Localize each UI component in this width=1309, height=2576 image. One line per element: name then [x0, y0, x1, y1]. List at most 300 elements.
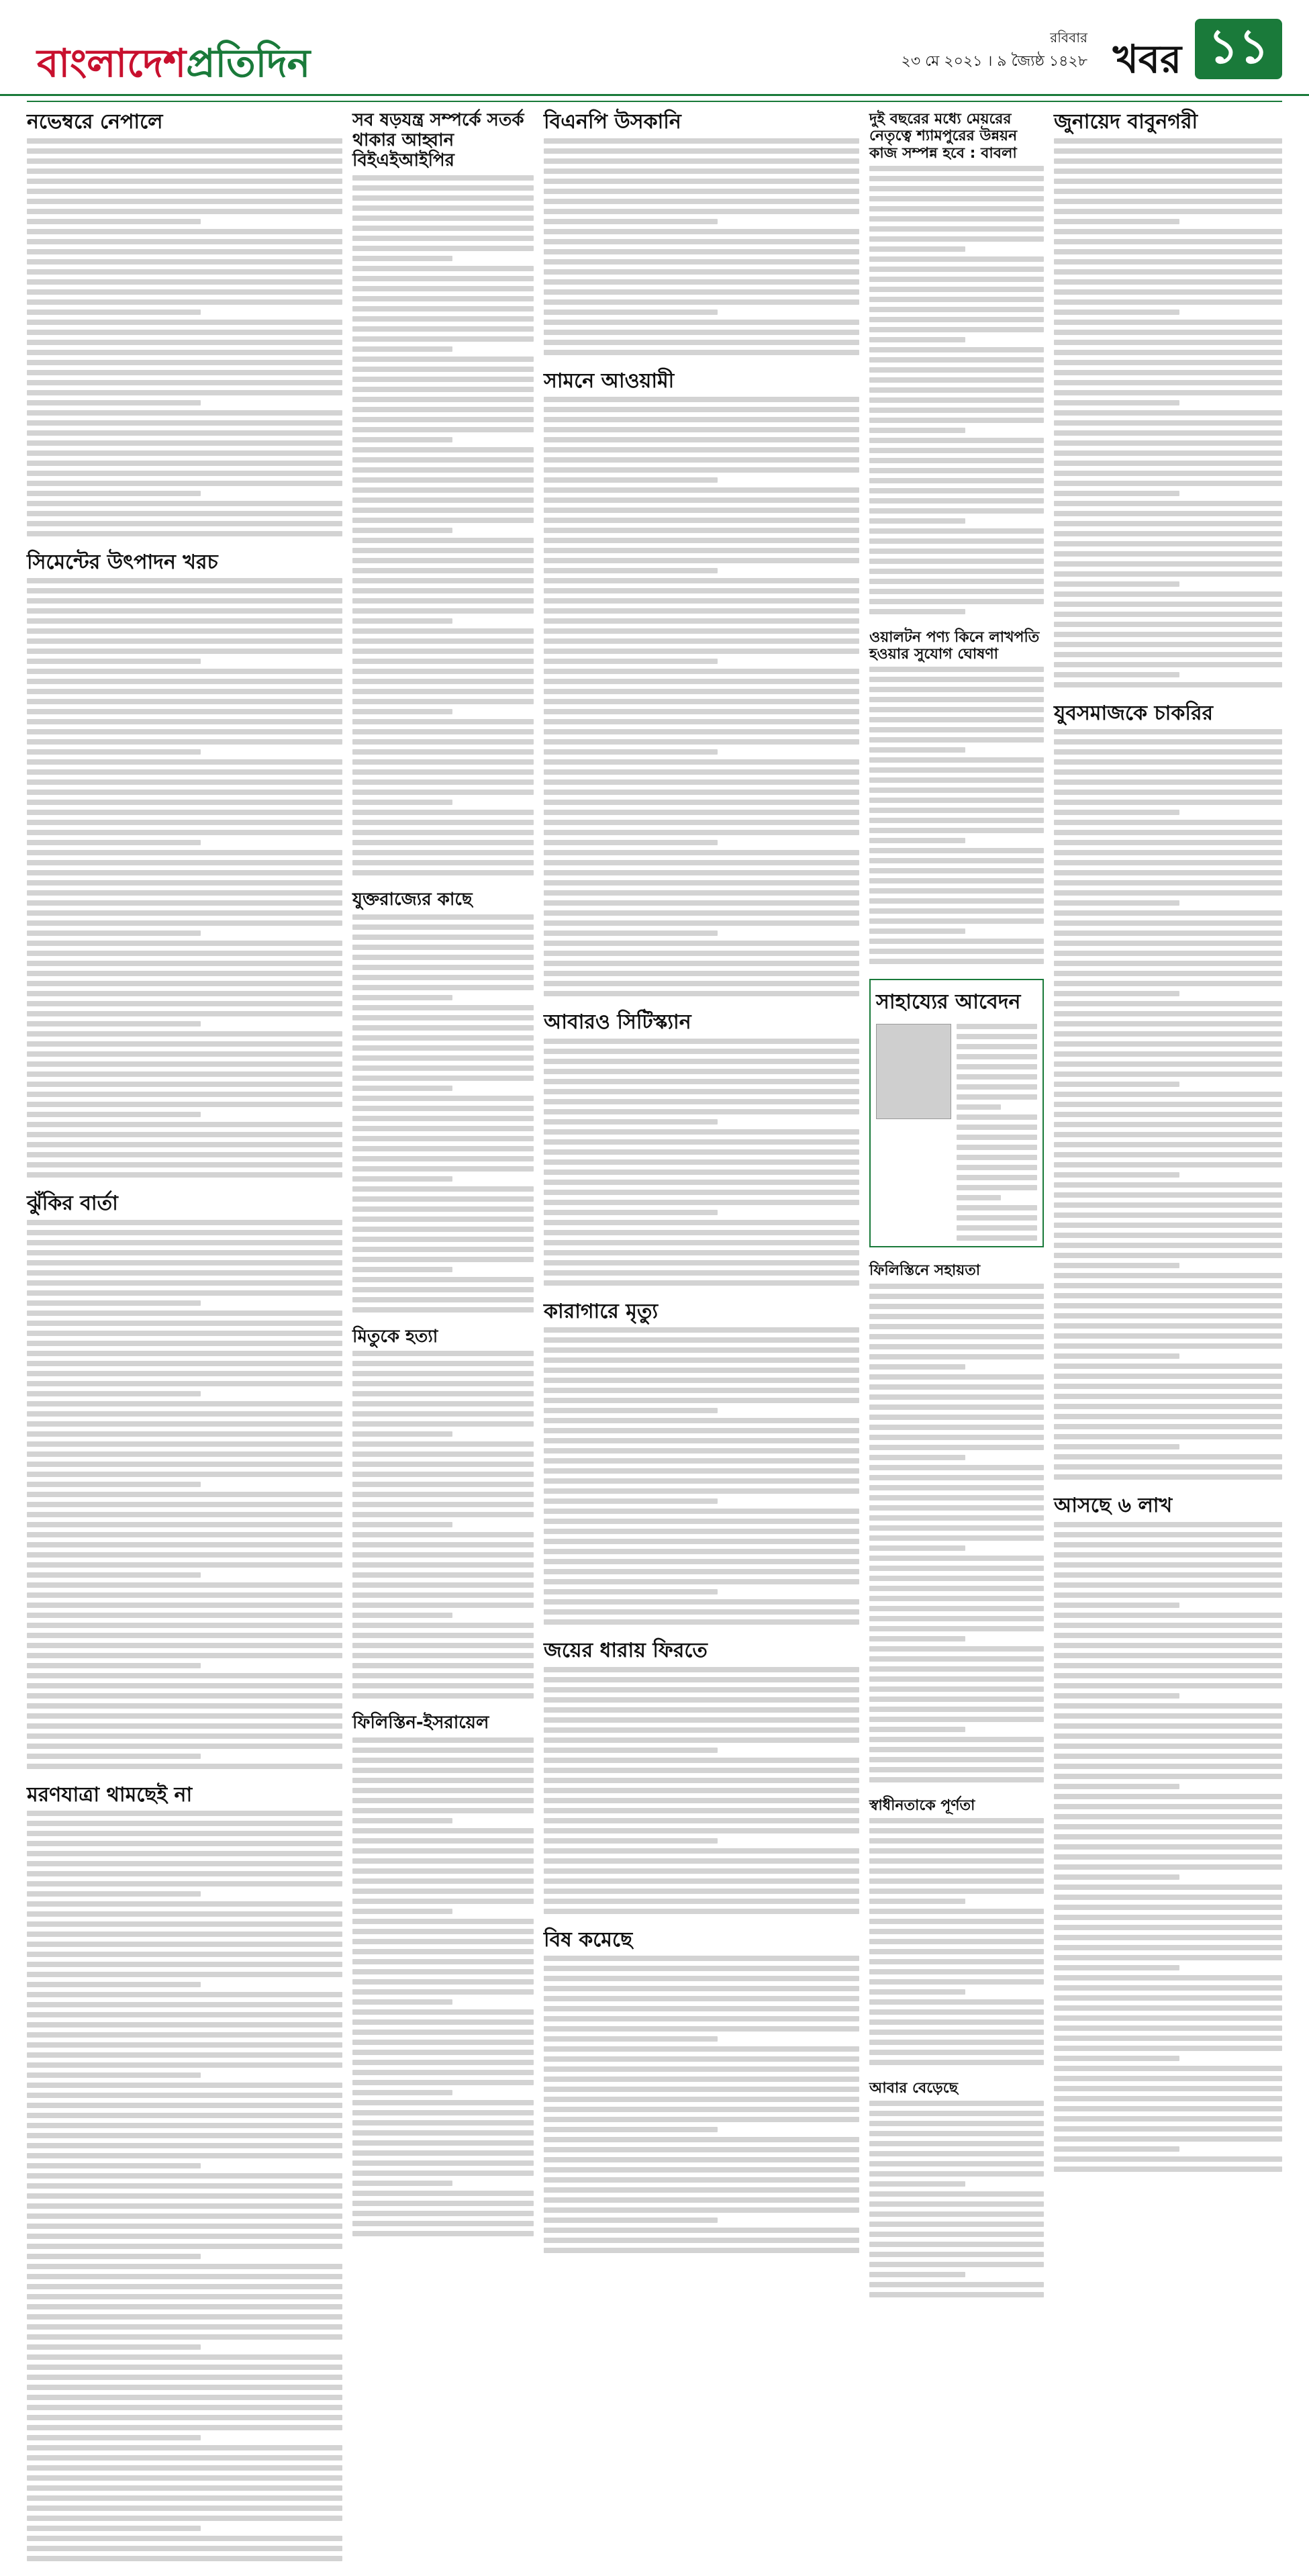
text-line-placeholder — [544, 769, 859, 775]
text-line-placeholder — [544, 2066, 859, 2072]
text-line-placeholder — [869, 1919, 1044, 1924]
text-line-placeholder — [544, 1828, 859, 1833]
text-line-placeholder — [27, 471, 342, 476]
text-line-placeholder — [27, 900, 342, 906]
text-line-placeholder — [27, 1921, 342, 1927]
text-line-placeholder — [1054, 1414, 1282, 1419]
text-line-placeholder — [957, 1114, 1037, 1120]
text-line-placeholder — [544, 649, 859, 654]
text-line-placeholder — [544, 971, 859, 976]
body-text-placeholder — [352, 1737, 534, 2236]
text-line-placeholder — [352, 1582, 534, 1588]
text-line-placeholder — [544, 1180, 859, 1185]
text-line-placeholder — [544, 309, 718, 315]
text-line-placeholder — [1054, 2126, 1282, 2132]
text-line-placeholder — [27, 1532, 342, 1537]
text-line-placeholder — [544, 2137, 859, 2142]
text-line-placeholder — [544, 1727, 859, 1733]
text-line-placeholder — [544, 1378, 859, 1383]
text-line-placeholder — [1054, 1364, 1282, 1369]
text-line-placeholder — [27, 800, 342, 805]
headline: মরণযাত্রা থামছেই না — [27, 1782, 193, 1807]
text-line-placeholder — [544, 1509, 859, 1514]
text-line-placeholder — [1054, 1733, 1282, 1739]
text-line-placeholder — [352, 1126, 534, 1131]
article-sovereignty — [869, 1797, 1044, 2065]
text-line-placeholder — [27, 1693, 342, 1699]
text-line-placeholder — [544, 739, 859, 745]
text-line-placeholder — [352, 266, 534, 271]
text-line-placeholder — [352, 175, 534, 181]
text-line-placeholder — [27, 790, 342, 795]
text-line-placeholder — [352, 407, 534, 412]
text-line-placeholder — [869, 939, 1044, 944]
text-line-placeholder — [352, 588, 534, 593]
text-line-placeholder — [352, 2221, 534, 2226]
header-date: ২৩ মে ২০২১ । ৯ জ্যৈষ্ঠ ১৪২৮ — [901, 53, 1087, 70]
text-line-placeholder — [27, 2093, 342, 2098]
text-line-placeholder — [352, 709, 452, 714]
text-line-placeholder — [352, 477, 534, 483]
text-line-placeholder — [27, 920, 342, 926]
text-line-placeholder — [352, 1969, 534, 1974]
text-line-placeholder — [1054, 672, 1179, 677]
text-line-placeholder — [1054, 1263, 1179, 1268]
text-line-placeholder — [27, 1051, 342, 1057]
text-line-placeholder — [27, 810, 342, 815]
text-line-placeholder — [1054, 1071, 1282, 1077]
text-line-placeholder — [1054, 1374, 1282, 1379]
text-line-placeholder — [1054, 440, 1282, 446]
text-line-placeholder — [869, 579, 1044, 584]
text-line-placeholder — [869, 1304, 1044, 1309]
text-line-placeholder — [544, 1609, 859, 1615]
text-line-placeholder — [544, 1878, 859, 1884]
text-line-placeholder — [27, 1633, 342, 1638]
text-line-placeholder — [544, 1838, 718, 1844]
text-line-placeholder — [1054, 1774, 1282, 1779]
text-line-placeholder — [27, 618, 342, 624]
text-line-placeholder — [869, 858, 1044, 863]
text-line-placeholder — [352, 1758, 534, 1763]
text-line-placeholder — [27, 1341, 342, 1346]
text-line-placeholder — [352, 487, 534, 493]
text-line-placeholder — [352, 246, 534, 251]
text-line-placeholder — [352, 2100, 534, 2105]
text-line-placeholder — [352, 1848, 534, 1854]
text-line-placeholder — [544, 820, 859, 825]
text-line-placeholder — [352, 965, 534, 970]
text-line-placeholder — [352, 276, 534, 281]
text-line-placeholder — [27, 2375, 342, 2380]
text-line-placeholder — [27, 779, 342, 785]
text-line-placeholder — [869, 518, 965, 524]
text-line-placeholder — [1054, 2136, 1282, 2142]
text-line-placeholder — [27, 1603, 342, 1608]
text-line-placeholder — [27, 189, 342, 194]
body-text-placeholder — [869, 2101, 1044, 2297]
headline: ফিলিস্তিন-ইসরায়েল — [352, 1713, 489, 1733]
article-youth — [1054, 702, 1282, 1480]
text-line-placeholder — [957, 1165, 1037, 1170]
text-line-placeholder — [1054, 652, 1282, 657]
text-line-placeholder — [544, 518, 859, 523]
text-line-placeholder — [1054, 1592, 1282, 1598]
text-line-placeholder — [869, 959, 1044, 964]
text-line-placeholder — [352, 1643, 534, 1648]
text-line-placeholder — [1054, 1653, 1282, 1658]
text-line-placeholder — [869, 838, 965, 843]
text-line-placeholder — [1054, 1744, 1282, 1749]
text-line-placeholder — [352, 377, 534, 382]
text-line-placeholder — [544, 209, 859, 214]
text-line-placeholder — [352, 1492, 534, 1497]
text-line-placeholder — [1054, 1202, 1282, 1208]
text-line-placeholder — [352, 1237, 534, 1242]
text-line-placeholder — [869, 206, 1044, 211]
text-line-placeholder — [544, 1200, 859, 1205]
text-line-placeholder — [869, 717, 1044, 722]
headline: সব ষড়যন্ত্র সম্পর্কে সতর্ক থাকার আহ্বান বিইএইআইপির — [352, 110, 524, 171]
text-line-placeholder — [27, 991, 342, 996]
text-line-placeholder — [352, 1949, 534, 1954]
text-line-placeholder — [27, 971, 342, 976]
text-line-placeholder — [544, 2147, 859, 2152]
text-line-placeholder — [869, 418, 1044, 423]
text-line-placeholder — [27, 1653, 342, 1658]
text-line-placeholder — [544, 1398, 859, 1403]
text-line-placeholder — [1054, 779, 1282, 785]
column-1 — [27, 111, 342, 2576]
text-line-placeholder — [27, 2133, 342, 2138]
text-line-placeholder — [957, 1125, 1037, 1130]
text-line-placeholder — [1054, 1522, 1282, 1527]
text-line-placeholder — [544, 719, 859, 724]
text-line-placeholder — [27, 2556, 342, 2561]
text-line-placeholder — [27, 249, 342, 254]
text-line-placeholder — [544, 2107, 859, 2112]
text-line-placeholder — [869, 2171, 1044, 2177]
text-line-placeholder — [544, 2167, 859, 2173]
text-line-placeholder — [352, 935, 534, 940]
text-line-placeholder — [1054, 1703, 1282, 1709]
text-line-placeholder — [544, 900, 859, 906]
text-line-placeholder — [27, 1451, 342, 1457]
text-line-placeholder — [1054, 2096, 1282, 2101]
text-line-placeholder — [1054, 1323, 1282, 1329]
text-line-placeholder — [27, 1871, 342, 1876]
text-line-placeholder — [352, 1391, 534, 1396]
text-line-placeholder — [352, 306, 534, 312]
text-line-placeholder — [352, 1693, 534, 1699]
text-line-placeholder — [1054, 739, 1282, 745]
text-line-placeholder — [544, 1458, 859, 1464]
text-line-placeholder — [352, 1768, 534, 1773]
article-mayor — [869, 111, 1044, 614]
text-line-placeholder — [544, 1667, 859, 1672]
text-line-placeholder — [869, 609, 965, 614]
text-line-placeholder — [869, 1707, 1044, 1712]
text-line-placeholder — [1054, 380, 1282, 385]
text-line-placeholder — [27, 2203, 342, 2209]
text-line-placeholder — [869, 2252, 1044, 2257]
text-line-placeholder — [869, 1525, 1044, 1531]
text-line-placeholder — [957, 1054, 1037, 1059]
text-line-placeholder — [1054, 1864, 1282, 1870]
text-line-placeholder — [27, 2274, 342, 2279]
text-line-placeholder — [352, 985, 534, 990]
text-line-placeholder — [544, 2117, 859, 2122]
text-line-placeholder — [1054, 1243, 1282, 1248]
text-line-placeholder — [869, 498, 1044, 504]
text-line-placeholder — [352, 1633, 534, 1638]
text-line-placeholder — [544, 840, 718, 845]
text-line-placeholder — [1054, 800, 1282, 805]
text-line-placeholder — [1054, 199, 1282, 204]
text-line-placeholder — [869, 1505, 1044, 1511]
text-line-placeholder — [352, 216, 534, 221]
text-line-placeholder — [352, 769, 534, 775]
body-text-placeholder — [27, 138, 342, 536]
text-line-placeholder — [869, 277, 1044, 282]
text-line-placeholder — [544, 1778, 859, 1783]
text-line-placeholder — [27, 299, 342, 305]
text-line-placeholder — [869, 377, 1044, 383]
text-line-placeholder — [544, 1768, 859, 1773]
text-line-placeholder — [869, 1939, 1044, 1944]
text-line-placeholder — [1054, 931, 1282, 936]
text-line-placeholder — [869, 2050, 1044, 2055]
text-line-placeholder — [27, 1512, 342, 1517]
text-line-placeholder — [352, 618, 452, 624]
text-line-placeholder — [544, 1069, 859, 1074]
text-line-placeholder — [1054, 481, 1282, 486]
text-line-placeholder — [27, 2365, 342, 2370]
text-line-placeholder — [27, 450, 342, 456]
body-text-placeholder — [352, 914, 534, 1313]
text-line-placeholder — [352, 1929, 534, 1934]
text-line-placeholder — [869, 687, 1044, 692]
text-line-placeholder — [544, 289, 859, 295]
text-line-placeholder — [352, 1247, 534, 1252]
text-line-placeholder — [544, 477, 718, 483]
text-line-placeholder — [869, 949, 1044, 954]
text-line-placeholder — [352, 2120, 534, 2126]
text-line-placeholder — [544, 2248, 859, 2253]
text-line-placeholder — [1054, 850, 1282, 855]
text-line-placeholder — [1054, 2036, 1282, 2041]
body-text-placeholder — [27, 1811, 342, 2561]
text-line-placeholder — [27, 2324, 342, 2330]
text-line-placeholder — [1054, 971, 1282, 976]
text-line-placeholder — [544, 1327, 859, 1333]
text-line-placeholder — [352, 1572, 534, 1578]
body-text-placeholder — [1054, 138, 1282, 687]
text-line-placeholder — [352, 719, 534, 724]
text-line-placeholder — [27, 1821, 342, 1826]
text-line-placeholder — [869, 2181, 965, 2187]
text-line-placeholder — [869, 1899, 965, 1904]
text-line-placeholder — [957, 1205, 1037, 1210]
text-line-placeholder — [27, 179, 342, 184]
text-line-placeholder — [1054, 1162, 1282, 1167]
text-line-placeholder — [27, 981, 342, 986]
column-3 — [544, 111, 859, 2268]
text-line-placeholder — [869, 287, 1044, 292]
text-line-placeholder — [27, 380, 342, 385]
text-line-placeholder — [869, 1284, 1044, 1289]
text-line-placeholder — [957, 1215, 1037, 1221]
text-line-placeholder — [27, 481, 342, 486]
text-line-placeholder — [544, 810, 859, 815]
text-line-placeholder — [1054, 1885, 1282, 1890]
text-line-placeholder — [544, 1717, 859, 1723]
text-line-placeholder — [869, 1737, 1044, 1742]
text-line-placeholder — [957, 1185, 1037, 1190]
text-line-placeholder — [869, 808, 1044, 813]
text-line-placeholder — [352, 1989, 534, 1995]
text-line-placeholder — [869, 1566, 1044, 1571]
headline: ওয়ালটন পণ্য কিনে লাখপতি হওয়ার সুযোগ ঘোষণা — [869, 628, 1040, 663]
text-line-placeholder — [27, 1482, 201, 1487]
body-text-placeholder — [957, 1024, 1037, 1241]
text-line-placeholder — [1054, 1253, 1282, 1258]
text-line-placeholder — [352, 467, 534, 473]
text-line-placeholder — [869, 1999, 1044, 2005]
text-line-placeholder — [1054, 320, 1282, 325]
text-line-placeholder — [1054, 941, 1282, 946]
text-line-placeholder — [544, 679, 859, 684]
text-line-placeholder — [869, 1828, 1044, 1833]
text-line-placeholder — [544, 148, 859, 154]
text-line-placeholder — [352, 860, 534, 865]
text-line-placeholder — [544, 2228, 859, 2233]
text-line-placeholder — [544, 2087, 859, 2092]
text-line-placeholder — [1054, 612, 1282, 617]
text-line-placeholder — [27, 1132, 342, 1137]
text-line-placeholder — [957, 1145, 1037, 1150]
text-line-placeholder — [352, 1502, 534, 1507]
text-line-placeholder — [27, 2113, 342, 2118]
text-line-placeholder — [352, 1361, 534, 1366]
text-line-placeholder — [352, 1166, 534, 1172]
text-line-placeholder — [27, 2455, 342, 2461]
text-line-placeholder — [27, 370, 342, 375]
text-line-placeholder — [1054, 1874, 1179, 1880]
text-line-placeholder — [27, 769, 342, 775]
text-line-placeholder — [27, 1552, 342, 1558]
text-line-placeholder — [1054, 1011, 1282, 1016]
text-line-placeholder — [352, 1462, 534, 1467]
text-line-placeholder — [869, 818, 1044, 823]
text-line-placeholder — [1054, 1434, 1282, 1439]
text-line-placeholder — [1054, 1532, 1282, 1537]
text-line-placeholder — [352, 759, 534, 765]
text-line-placeholder — [352, 1096, 534, 1101]
text-line-placeholder — [27, 1582, 342, 1588]
text-line-placeholder — [869, 1646, 1044, 1652]
text-line-placeholder — [1054, 622, 1282, 627]
body-text-placeholder — [352, 1351, 534, 1699]
text-line-placeholder — [27, 1351, 342, 1356]
text-line-placeholder — [544, 219, 718, 224]
text-line-placeholder — [869, 1435, 1044, 1440]
headline: সিমেন্টের উৎপাদন খরচ — [27, 550, 218, 574]
text-line-placeholder — [869, 1576, 1044, 1581]
text-line-placeholder — [544, 1889, 859, 1894]
text-line-placeholder — [1054, 1132, 1282, 1137]
text-line-placeholder — [1054, 561, 1282, 567]
text-line-placeholder — [869, 408, 1044, 413]
article-palestine — [352, 1713, 534, 2236]
text-line-placeholder — [544, 330, 859, 335]
text-line-placeholder — [352, 2019, 534, 2025]
headline: যুক্তরাজ্যের কাছে — [352, 889, 473, 910]
text-line-placeholder — [1054, 880, 1282, 886]
text-line-placeholder — [352, 1623, 534, 1628]
article-conspiracy — [352, 111, 534, 875]
text-line-placeholder — [957, 1084, 1037, 1090]
article-bnp — [544, 111, 859, 355]
text-line-placeholder — [544, 941, 859, 946]
text-line-placeholder — [869, 2019, 1044, 2025]
text-line-placeholder — [352, 779, 534, 785]
text-line-placeholder — [352, 1808, 534, 1813]
text-line-placeholder — [544, 1808, 859, 1813]
text-line-placeholder — [27, 1270, 342, 1276]
text-line-placeholder — [544, 1079, 859, 1084]
text-line-placeholder — [352, 1176, 452, 1182]
text-line-placeholder — [27, 209, 342, 214]
text-line-placeholder — [544, 1976, 859, 1981]
headline: জয়ের ধারায় ফিরতে — [544, 1639, 708, 1662]
text-line-placeholder — [544, 981, 859, 986]
text-line-placeholder — [544, 249, 859, 254]
text-line-placeholder — [27, 1061, 342, 1067]
text-line-placeholder — [352, 1532, 534, 1537]
text-line-placeholder — [869, 848, 1044, 853]
text-line-placeholder — [352, 1015, 534, 1020]
text-line-placeholder — [27, 2445, 342, 2450]
text-line-placeholder — [869, 767, 1044, 773]
text-line-placeholder — [544, 2077, 859, 2082]
text-line-placeholder — [544, 229, 859, 234]
text-line-placeholder — [1054, 1925, 1282, 1930]
text-line-placeholder — [27, 2213, 342, 2219]
text-line-placeholder — [869, 216, 1044, 222]
text-line-placeholder — [869, 478, 1044, 483]
text-line-placeholder — [544, 340, 859, 345]
body-text-placeholder — [869, 1284, 1044, 1782]
text-line-placeholder — [352, 1472, 534, 1477]
text-line-placeholder — [869, 868, 1044, 873]
text-line-placeholder — [27, 1071, 342, 1077]
article-cement — [27, 551, 342, 1178]
text-line-placeholder — [1054, 471, 1282, 476]
text-line-placeholder — [869, 186, 1044, 191]
text-line-placeholder — [27, 2526, 201, 2531]
text-line-placeholder — [352, 689, 534, 694]
text-line-placeholder — [869, 397, 1044, 403]
text-line-placeholder — [352, 538, 534, 543]
text-line-placeholder — [957, 1094, 1037, 1100]
text-line-placeholder — [869, 1767, 1044, 1772]
text-line-placeholder — [27, 2495, 342, 2501]
text-line-placeholder — [869, 538, 1044, 544]
text-line-placeholder — [544, 850, 859, 855]
text-line-placeholder — [1054, 531, 1282, 536]
text-line-placeholder — [1054, 148, 1282, 154]
